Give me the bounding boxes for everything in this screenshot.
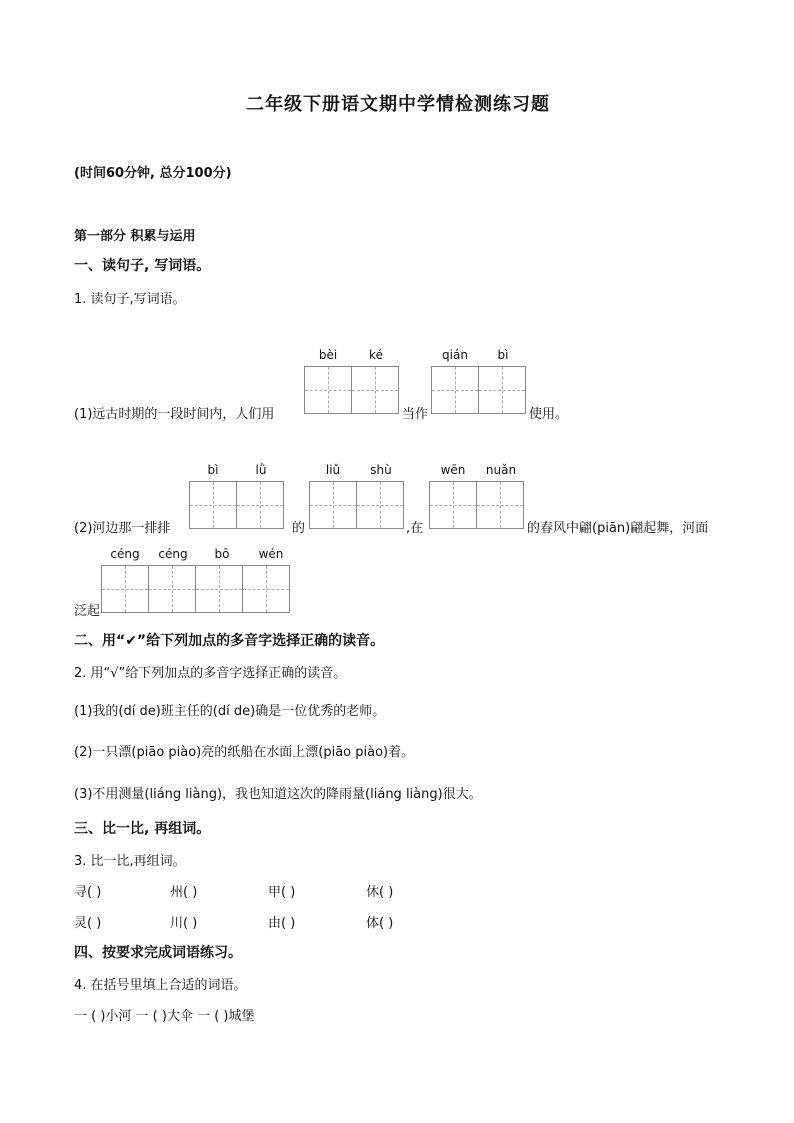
word-blank[interactable]: 由( ) <box>268 916 296 931</box>
grid-cell[interactable] <box>148 565 196 613</box>
grid-cell[interactable] <box>476 481 524 529</box>
list-item: (2)一只漂(piāo piào)亮的纸船在水面上漂(piāo piào)着。 <box>74 745 415 760</box>
sentence-text: 的春风中翩(piān)翩起舞，河面 <box>527 521 709 536</box>
pinyin-label: nuǎn <box>485 463 517 477</box>
writing-grid[interactable] <box>101 565 289 613</box>
pinyin-label: qián <box>442 348 468 362</box>
word-blank[interactable]: 休( ) <box>366 885 394 900</box>
section-heading-text: 二、用 <box>74 633 116 649</box>
word-blank[interactable]: 甲( ) <box>268 885 296 900</box>
writing-grid[interactable] <box>431 366 525 414</box>
grid-cell[interactable] <box>351 366 399 414</box>
pinyin-label: wēn <box>440 463 466 477</box>
writing-grid[interactable] <box>309 481 403 529</box>
grid-cell[interactable] <box>356 481 404 529</box>
pinyin-label: céng <box>158 547 188 561</box>
grid-cell[interactable] <box>309 481 357 529</box>
question-stem-3: 3. 比一比,再组词。 <box>74 854 186 869</box>
question-stem-2: 2. 用“√”给下列加点的多音字选择正确的读音。 <box>74 666 347 681</box>
part-heading: 第一部分 积累与运用 <box>74 229 196 244</box>
time-note: (时间60分钟, 总分100分) <box>74 166 232 181</box>
word-blank[interactable]: 灵( ) <box>74 916 102 931</box>
section-heading-2 <box>74 630 384 650</box>
pinyin-label: céng <box>110 547 140 561</box>
check-mark-icon: “✔” <box>116 633 147 649</box>
writing-grid[interactable] <box>429 481 523 529</box>
grid-cell[interactable] <box>304 366 352 414</box>
question-stem-4: 4. 在括号里填上合适的词语。 <box>74 978 247 993</box>
section-heading-text: 给下列加点的多音字选择正确的读音。 <box>146 633 385 649</box>
grid-cell[interactable] <box>242 565 290 613</box>
list-item: (3)不用测量(liáng liàng)，我也知道这次的降雨量(liáng liàng)很大。 <box>74 787 482 802</box>
sentence-text: 的 <box>292 521 306 536</box>
pinyin-label: liǔ <box>325 463 341 477</box>
question-stem-1: 1. 读句子,写词语。 <box>74 292 186 307</box>
pinyin-label: ké <box>369 348 383 362</box>
pinyin-label: bì <box>207 463 219 477</box>
grid-cell[interactable] <box>478 366 526 414</box>
pinyin-label: bì <box>497 348 509 362</box>
word-blank[interactable]: 寻( ) <box>74 885 102 900</box>
list-item: (1)我的(dí de)班主任的(dí de)确是一位优秀的老师。 <box>74 704 386 719</box>
section-heading-3: 三、比一比, 再组词。 <box>74 821 211 837</box>
sentence-text: (2)河边那一排排 <box>74 521 171 536</box>
pinyin-label: lǜ <box>255 463 267 477</box>
word-blank[interactable]: 州( ) <box>170 885 198 900</box>
sentence-text: 泛起 <box>74 604 101 619</box>
section-heading-1: 一、读句子, 写词语。 <box>74 258 211 274</box>
sentence-text: 使用。 <box>529 407 569 422</box>
sentence-text: (1)远古时期的一段时间内，人们用 <box>74 407 275 422</box>
page-title: 二年级下册语文期中学情检测练习题 <box>246 94 550 115</box>
writing-grid[interactable] <box>189 481 283 529</box>
section-heading-4: 四、按要求完成词语练习。 <box>74 945 242 961</box>
fill-in-line[interactable]: 一 ( )小河 一 ( )大伞 一 ( )城堡 <box>74 1009 255 1024</box>
grid-cell[interactable] <box>101 565 149 613</box>
sentence-text: ,在 <box>406 521 424 536</box>
grid-cell[interactable] <box>195 565 243 613</box>
pinyin-label: bèi <box>318 348 338 362</box>
pinyin-label: shù <box>370 463 392 477</box>
grid-cell[interactable] <box>236 481 284 529</box>
grid-cell[interactable] <box>189 481 237 529</box>
writing-grid[interactable] <box>304 366 398 414</box>
word-blank[interactable]: 川( ) <box>170 916 198 931</box>
sentence-text: 当作 <box>402 407 429 422</box>
word-blank[interactable]: 体( ) <box>366 916 394 931</box>
pinyin-label: wén <box>258 547 284 561</box>
grid-cell[interactable] <box>431 366 479 414</box>
pinyin-label: bō <box>214 547 230 561</box>
grid-cell[interactable] <box>429 481 477 529</box>
